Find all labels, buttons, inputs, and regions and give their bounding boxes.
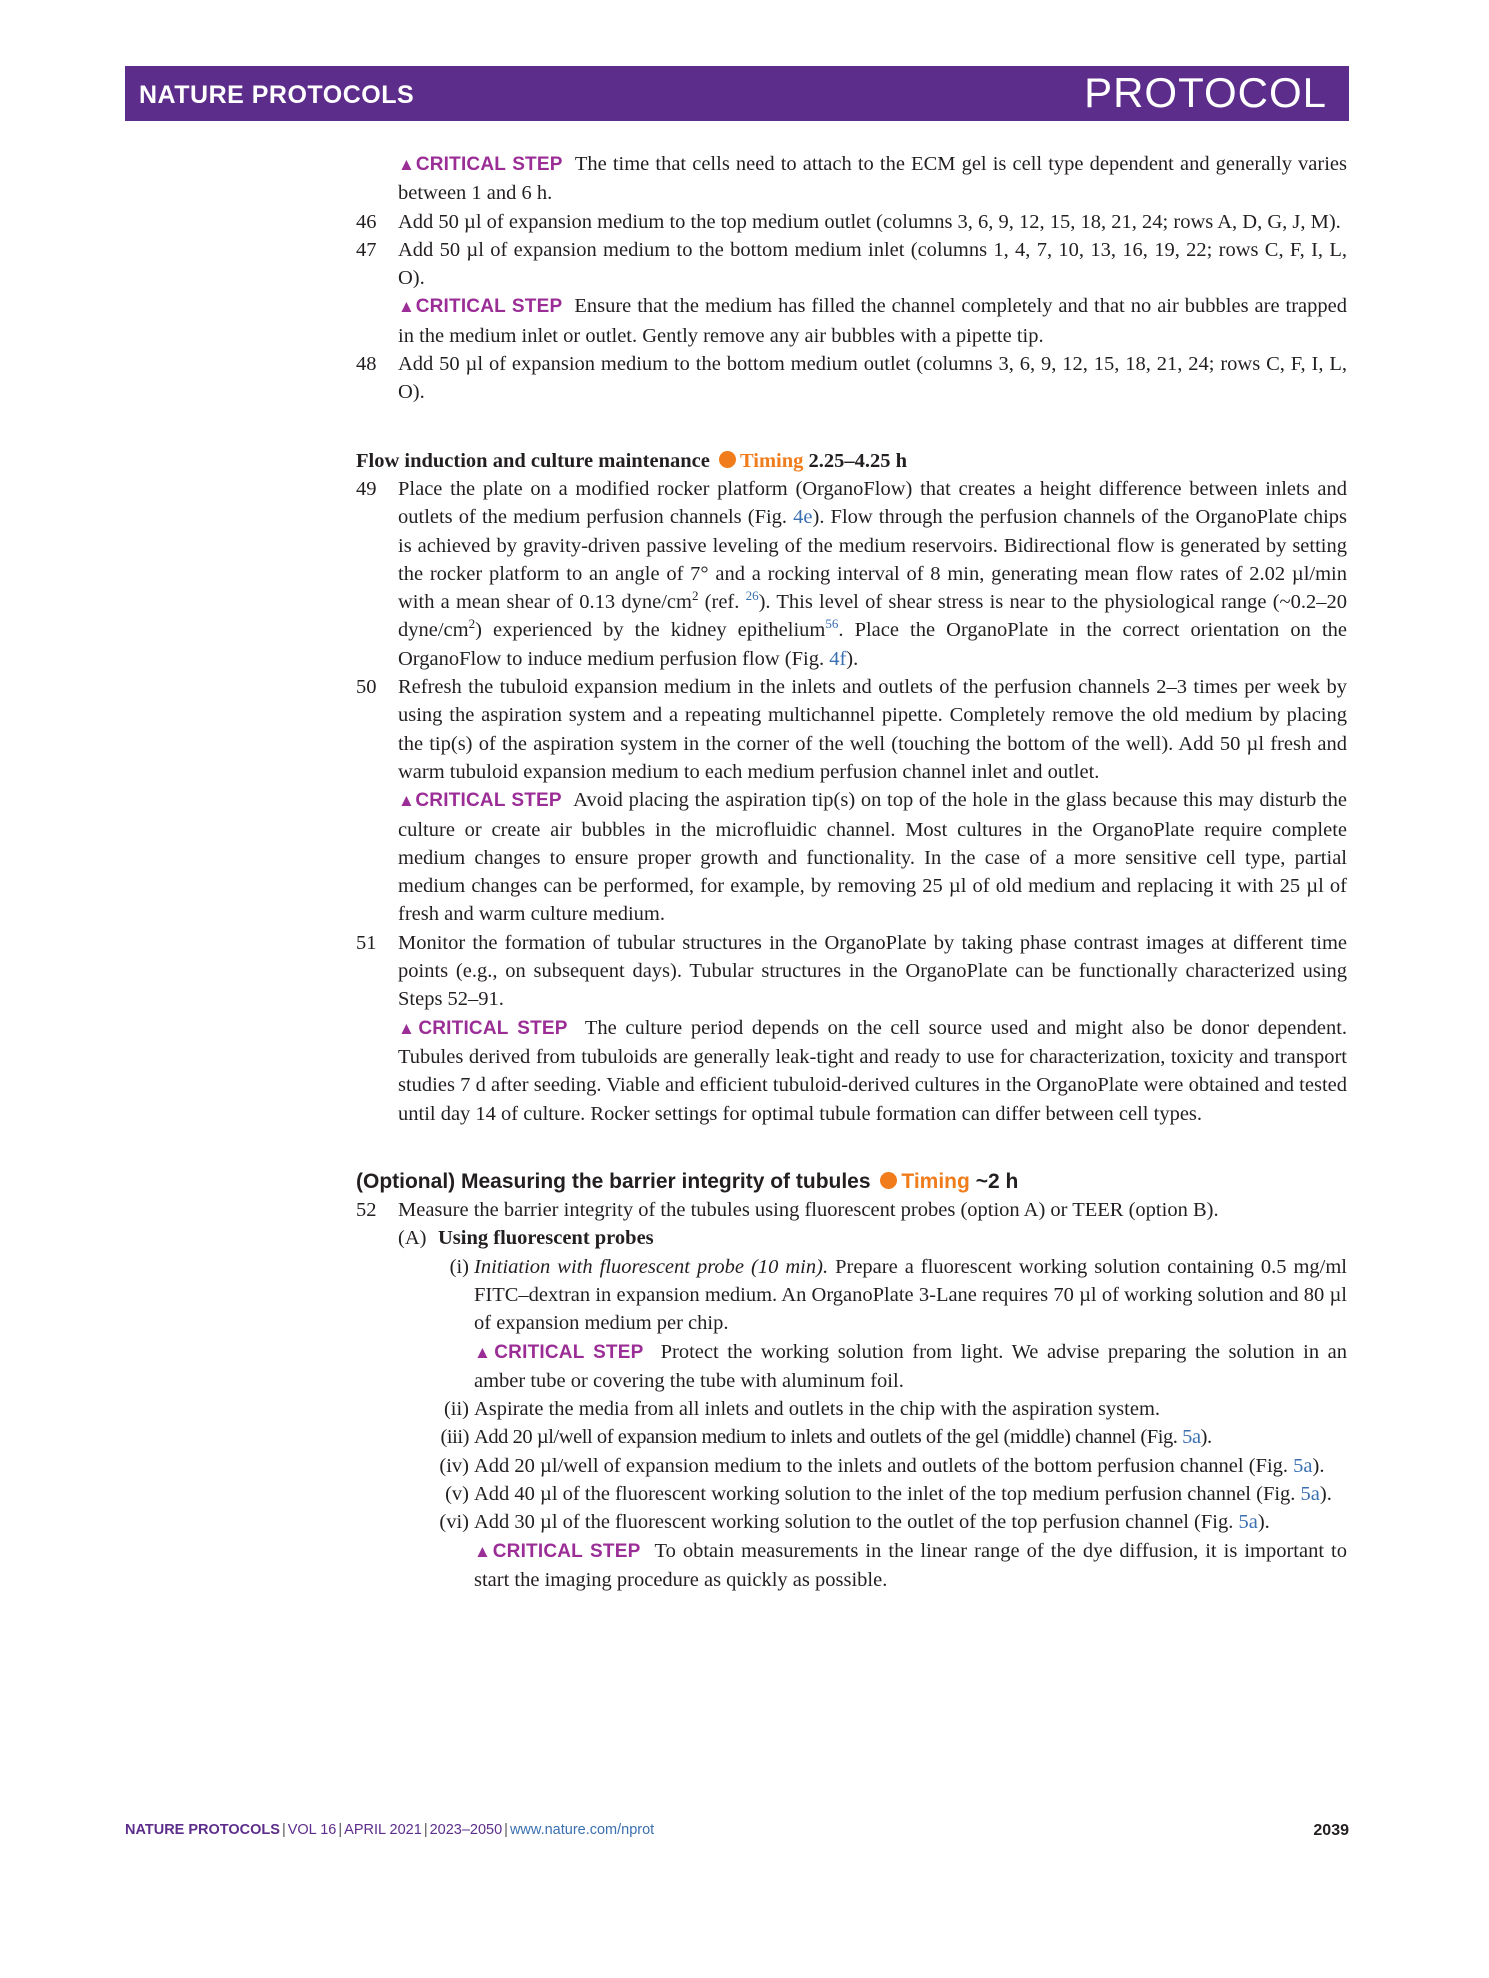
substep-label: (i) <box>449 1255 469 1278</box>
timing-dot-icon <box>880 1172 897 1189</box>
footer-journal: NATURE PROTOCOLS <box>125 1822 280 1838</box>
main-content <box>356 150 1348 1594</box>
superscript: 2 <box>691 588 699 604</box>
superscript: 2 <box>468 616 476 632</box>
substep-label: (iv) <box>439 1454 469 1477</box>
figure-link[interactable]: 4f <box>829 647 847 670</box>
critical-label: CRITICAL STEP <box>415 154 563 175</box>
substep-iv <box>398 1452 1347 1480</box>
step-number: 50 <box>356 676 377 699</box>
substep-text: ). <box>1200 1426 1212 1449</box>
substep-italic: Initiation with fluorescent probe (10 min). <box>474 1255 829 1278</box>
substep-vi <box>398 1508 1347 1536</box>
substep-v <box>398 1480 1347 1508</box>
substeps <box>398 1253 1347 1595</box>
article-type: PROTOCOL <box>1084 69 1327 116</box>
reference-link[interactable]: 56 <box>825 616 839 632</box>
step-number: 47 <box>356 238 377 261</box>
step-51 <box>356 929 1347 1014</box>
critical-label: CRITICAL STEP <box>418 1017 568 1039</box>
substep-text: ). <box>1257 1511 1270 1534</box>
critical-text: Avoid placing the aspiration tip(s) on top of the hole in the glass because this may disturb the culture or create air bubbles in the microfluidic channel. Most cultures in the OrganoPlate require complete medium changes to ensure proper growth and functionality. In the case of a more sensitive cell type, partial medium changes can be performed, for example, by removing 25 µl of old medium and replacing it with 25 µl of fresh and warm culture medium. <box>398 789 1347 926</box>
critical-step-47 <box>398 292 1347 350</box>
critical-triangle-icon: ▲ <box>474 1342 495 1362</box>
substep-text: Add 30 µl of the fluorescent working solution to the outlet of the top perfusion channel (Fig. <box>474 1511 1239 1534</box>
timing-label: Timing <box>901 1169 970 1193</box>
reference-link[interactable]: 26 <box>745 588 759 604</box>
critical-triangle-icon: ▲ <box>474 1541 493 1561</box>
substep-text: Add 20 µl/well of expansion medium to the inlets and outlets of the bottom perfusion channel (Fig. <box>474 1454 1294 1477</box>
step-text: (ref. <box>698 591 746 614</box>
critical-label: CRITICAL STEP <box>492 1540 641 1562</box>
step-text: Refresh the tubuloid expansion medium in the inlets and outlets of the perfusion channels 2–3 times per week by using the aspiration system and a repeating multichannel pipette. Completely remove the old medium by placing the tip(s) of the aspiration system in the corner of the well (touching the bottom of the well). Add 50 µl fresh and warm tubuloid expansion medium to each medium perfusion channel inlet and outlet. <box>398 676 1347 783</box>
substep-text: Aspirate the media from all inlets and outlets in the chip with the aspiration system. <box>474 1398 1161 1421</box>
critical-text: Protect the working solution from light. We advise preparing the solution in an amber tube or covering the tube with aluminum foil. <box>474 1340 1348 1392</box>
substep-text: ). <box>1312 1454 1325 1477</box>
critical-text: The culture period depends on the cell source used and might also be donor dependent. Tubules derived from tubuloids are generally leak-tight and ready to use for characterization, toxicity and transport studies 7 d after seeding. Viable and efficient tubuloid-derived cultures in the OrganoPlate were obtained and tested until day 14 of culture. Rocker settings for optimal tubule formation can differ between cell types. <box>398 1016 1348 1125</box>
substep-ii <box>398 1395 1347 1423</box>
step-number: 51 <box>356 931 377 954</box>
step-text: ). <box>846 647 859 670</box>
step-text: ). Flow through the perfusion channels of the OrganoPlate chips is achieved by gravity-driven passive leveling of the medium reservoirs. Bidirectional flow is generated by setting the rocker platform to an angle of 7° and a rocking interval of 8 min, generating mean flow rates of 2.02 µl/min with a mean shear of 0.13 dyne/cm <box>398 506 1347 614</box>
substep-text: ). <box>1319 1483 1332 1506</box>
critical-step-51 <box>398 1014 1347 1128</box>
figure-link[interactable]: 4e <box>793 506 813 529</box>
step-text: Place the plate on a modified rocker platform (OrganoFlow) that creates a height difference between inlets and outlets of the medium perfusion channels (Fig. <box>398 477 1347 529</box>
step-text: Measure the barrier integrity of the tubules using fluorescent probes (option A) or TEER (option B). <box>398 1199 1219 1222</box>
section-title: (Optional) Measuring the barrier integrity of tubules <box>356 1169 871 1193</box>
step-number: 49 <box>356 477 377 500</box>
footer-citation: NATURE PROTOCOLS | VOL 16 | APRIL 2021 | 2023–2050 | www.nature.com/nprot <box>125 1822 655 1838</box>
timing-value: ~2 h <box>975 1169 1019 1193</box>
footer-pages: 2023–2050 <box>429 1822 503 1838</box>
substep-label: (ii) <box>443 1398 469 1421</box>
substep-text: Prepare a fluorescent working solution containing 0.5 mg/ml FITC–dextran in expansion medium. An OrganoPlate 3-Lane requires 70 µl of working solution and 80 µl of expansion medium per chip. <box>474 1255 1347 1335</box>
step-text: Add 50 µl of expansion medium to the top medium outlet (columns 3, 6, 9, 12, 15, 18, 21, 24; rows A, D, G, J, M). <box>398 210 1341 233</box>
footer-volume: VOL 16 <box>287 1822 337 1838</box>
step-52 <box>356 1196 1347 1224</box>
substep-text: Add 20 µl/well of expansion medium to inlets and outlets of the gel (middle) channel (Fig. <box>474 1426 1183 1449</box>
timing-label: Timing <box>739 449 804 472</box>
critical-label: CRITICAL STEP <box>415 790 562 812</box>
critical-step-50 <box>398 786 1347 928</box>
step-text: . Place the OrganoPlate in the correct orientation on the OrganoFlow to induce medium perfusion flow (Fig. <box>398 619 1347 670</box>
step-number: 48 <box>356 353 377 376</box>
step-47 <box>356 236 1347 293</box>
substep-i <box>398 1253 1347 1338</box>
section-heading-flow <box>356 447 1347 475</box>
critical-text: Ensure that the medium has filled the channel completely and that no air bubbles are trapped in the medium inlet or outlet. Gently remove any air bubbles with a pipette tip. <box>398 295 1348 347</box>
step-48 <box>356 350 1347 407</box>
section-title: Flow induction and culture maintenance <box>356 449 710 472</box>
substep-iii <box>398 1423 1347 1451</box>
critical-text: The time that cells need to attach to the ECM gel is cell type dependent and generally varies between 1 and 6 h. <box>398 153 1348 205</box>
option-a <box>398 1224 1347 1252</box>
step-text: Monitor the formation of tubular structures in the OrganoPlate by taking phase contrast images at different time points (e.g., on subsequent days). Tubular structures in the OrganoPlate can be functionally characterized using Steps 52–91. <box>398 931 1347 1011</box>
figure-link[interactable]: 5a <box>1238 1511 1258 1534</box>
step-46 <box>356 208 1347 236</box>
figure-link[interactable]: 5a <box>1293 1454 1313 1477</box>
substep-text: Add 40 µl of the fluorescent working solution to the inlet of the top medium perfusion channel (Fig. <box>474 1483 1301 1506</box>
critical-triangle-icon: ▲ <box>398 155 416 174</box>
critical-step-52vi <box>398 1537 1347 1595</box>
step-text: Add 50 µl of expansion medium to the bottom medium inlet (columns 1, 4, 7, 10, 13, 16, 19, 22; rows C, F, I, L, O). <box>398 238 1347 290</box>
footer-date: APRIL 2021 <box>344 1822 422 1838</box>
page-number: 2039 <box>1313 1822 1349 1839</box>
step-number: 52 <box>356 1199 377 1222</box>
critical-step-52i <box>398 1338 1347 1396</box>
critical-label: CRITICAL STEP <box>415 296 563 318</box>
critical-step-45 <box>398 150 1347 208</box>
step-49 <box>356 475 1348 673</box>
option-label: (A) <box>398 1227 427 1250</box>
substep-label: (v) <box>445 1483 469 1506</box>
critical-text: To obtain measurements in the linear range of the dye diffusion, it is important to start the imaging procedure as quickly as possible. <box>474 1539 1348 1591</box>
journal-name: NATURE PROTOCOLS <box>139 81 415 109</box>
critical-label: CRITICAL STEP <box>494 1341 644 1363</box>
step-text: Add 50 µl of expansion medium to the bottom medium outlet (columns 3, 6, 9, 12, 15, 18, 21, 24; rows C, F, I, L, O). <box>398 353 1347 404</box>
timing-value: 2.25–4.25 h <box>808 449 908 472</box>
critical-triangle-icon: ▲ <box>398 791 416 811</box>
header-bar <box>125 66 1349 121</box>
section-heading-barrier <box>356 1168 1347 1196</box>
step-50 <box>356 673 1347 786</box>
critical-triangle-icon: ▲ <box>398 1018 419 1038</box>
critical-triangle-icon: ▲ <box>398 297 416 317</box>
step-text: ). This level of shear stress is near to the physiological range (~0.2–20 dyne/cm <box>398 591 1348 642</box>
footer-url-link[interactable]: www.nature.com/nprot <box>509 1822 655 1838</box>
figure-link[interactable]: 5a <box>1300 1483 1320 1506</box>
footer <box>125 1822 1349 1838</box>
figure-link[interactable]: 5a <box>1182 1426 1201 1449</box>
option-title: Using fluorescent probes <box>438 1227 654 1250</box>
step-text: ) experienced by the kidney epithelium <box>475 619 826 642</box>
substep-label: (vi) <box>439 1511 469 1534</box>
substep-label: (iii) <box>440 1426 469 1449</box>
step-number: 46 <box>356 210 377 233</box>
timing-dot-icon <box>719 451 736 468</box>
